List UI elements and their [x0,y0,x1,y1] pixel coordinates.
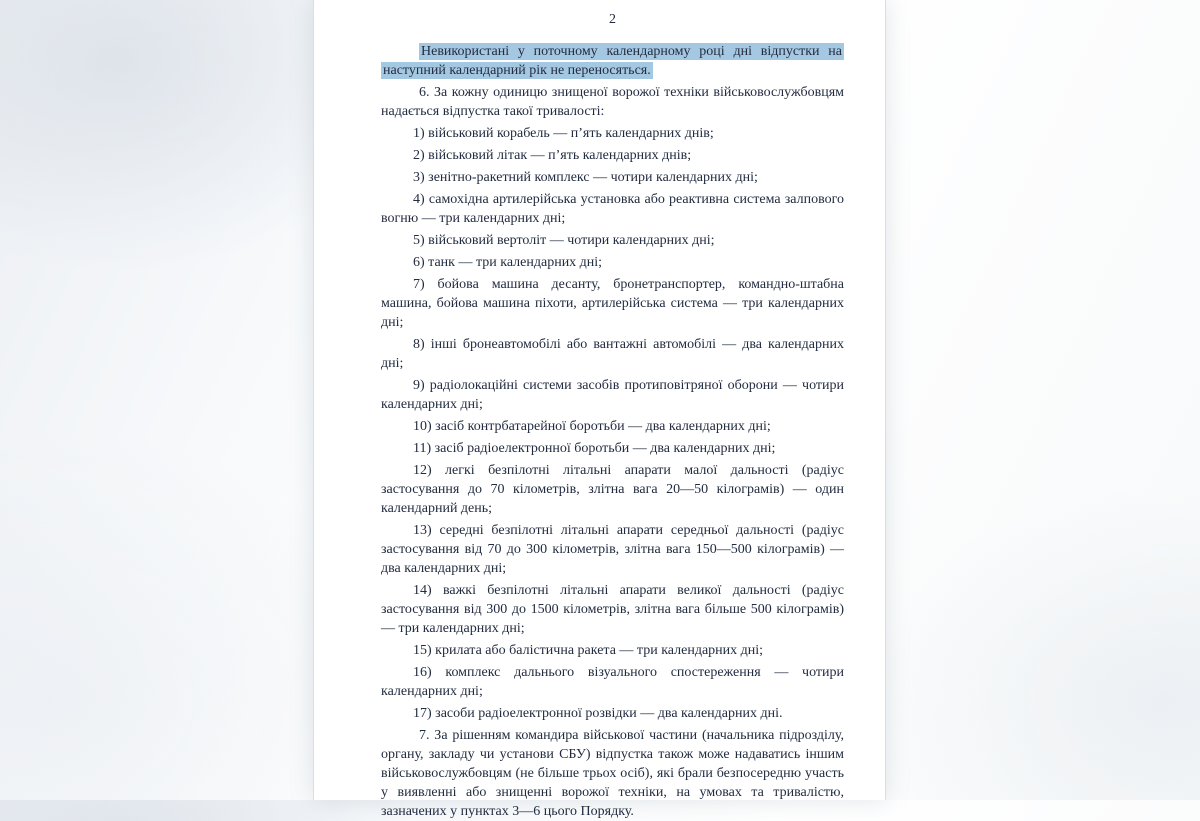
list-item: 11) засіб радіоелектронної боротьби — два календарних дні; [413,441,776,456]
list-item: 10) засіб контрбатарейної боротьби — два календарних дні; [413,419,771,434]
list-item: 2) військовий літак — п’ять календарних днів; [413,148,692,163]
list-item: 17) засоби радіоелектронної розвідки — два календарних дні. [413,706,783,721]
list-item: 14) важкі безпілотні літальні апарати великої дальності (радіус застосування від 300 до 1500 кілометрів, злітна вага більше 500 кілограмів) — три календарних дні; [381,583,844,636]
list-item: 16) комплекс дальнього візуального спостереження — чотири календарних дні; [381,665,844,699]
list-item: 9) радіолокаційні системи засобів протиповітряної оборони — чотири календарних дні; [381,378,844,412]
list-item: 1) військовий корабель — п’ять календарних днів; [413,126,714,141]
list-item: 3) зенітно-ракетний комплекс — чотири календарних дні; [413,170,758,185]
paragraph-6-intro: 6. За кожну одиницю знищеної ворожої техніки військовослужбовцям надається відпустка такої тривалості: [381,85,844,119]
document-body [381,10,844,821]
highlight-text: Невикористані у поточному календарному році дні відпустки на наступний календарний рік не переносяться. [383,44,842,78]
list-item: 5) військовий вертоліт — чотири календарних дні; [413,233,715,248]
page-number: 2 [609,12,616,27]
list-item: 15) крилата або балістична ракета — три календарних дні; [413,643,764,658]
highlighted-paragraph [381,42,844,80]
list-item: 7) бойова машина десанту, бронетранспортер, командно-штабна машина, бойова машина піхоти, артилерійська система — три календарних дні; [381,277,844,330]
list-item: 8) інші бронеавтомобілі або вантажні автомобілі — два календарних дні; [381,337,844,371]
document-page [313,0,886,819]
list-item: 12) легкі безпілотні літальні апарати малої дальності (радіус застосування до 70 кілометрів, злітна вага 20—50 кілограмів) — один календарний день; [381,463,844,516]
list-item: 4) самохідна артилерійська установка або реактивна система залпового вогню — три календарних дні; [381,192,844,226]
list-item: 13) середні безпілотні літальні апарати середньої дальності (радіус застосування від 70 до 300 кілометрів, злітна вага 150—500 кілограмів) — два календарних дні; [381,523,844,576]
list-item: 6) танк — три календарних дні; [413,255,603,270]
paragraph-7: 7. За рішенням командира військової частини (начальника підрозділу, органу, закладу чи установи СБУ) відпустка також може надаватись іншим військовослужбовцям (не більше трьох осіб), які брали безпосередню участь у виявленні або знищенні ворожої техніки, на умовах та тривалістю, зазначених у пунктах 3—6 цього Порядку. [381,728,844,819]
